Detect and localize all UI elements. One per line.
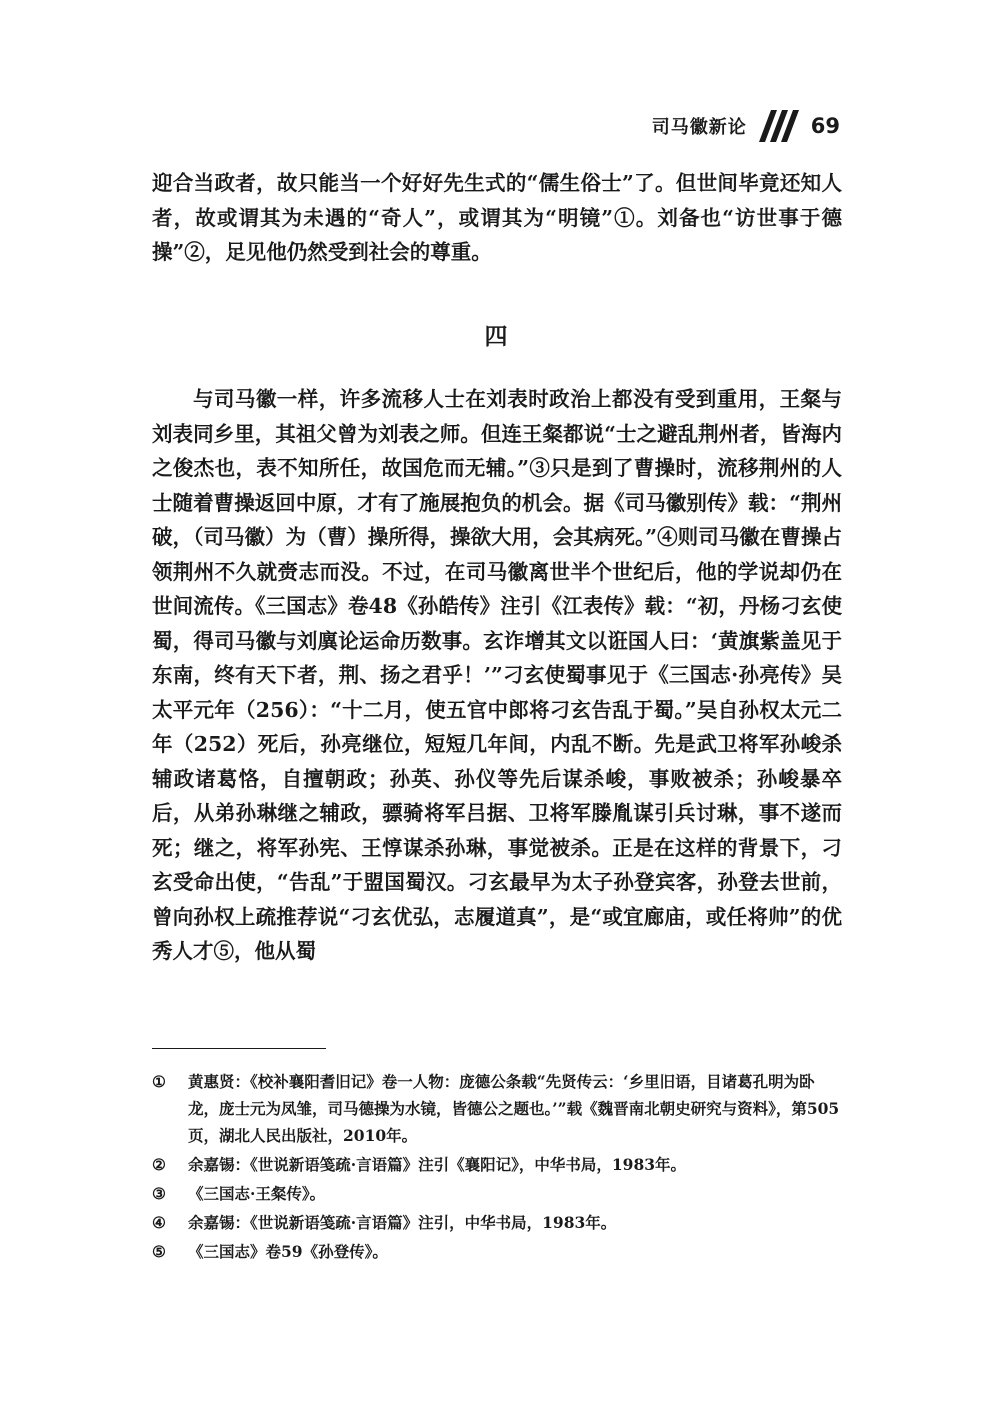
- footnote-text: 《三国志·王粲传》。: [188, 1184, 326, 1203]
- footnote-mark: ②: [152, 1155, 166, 1174]
- footnote-text: 《三国志》卷59《孙登传》。: [188, 1242, 388, 1261]
- footnote-item: [152, 1151, 842, 1178]
- footnote-text: 余嘉锡：《世说新语笺疏·言语篇》注引，中华书局，1983年。: [188, 1213, 617, 1232]
- footnote-item: [152, 1180, 842, 1207]
- slash-ornament-icon: [757, 108, 801, 144]
- footnote-text: 黄惠贤：《校补襄阳耆旧记》卷一人物：庞德公条载“先贤传云：‘乡里旧语，目诸葛孔明为卧龙，庞士元为凤雏，司马德操为水镜，皆德公之题也。’”载《魏晋南北朝史研究与资料》，第505页，湖北人民出版社，2010年。: [188, 1072, 840, 1145]
- paragraph-continued: 迎合当政者，故只能当一个好好先生式的“儒生俗士”了。但世间毕竟还知人者，故或谓其为未遇的“奇人”，或谓其为“明镜”①。刘备也“访世事于德操”②，足见他仍然受到社会的尊重。: [152, 171, 842, 264]
- footnote-mark: ④: [152, 1213, 166, 1232]
- page-number: 69: [810, 114, 840, 138]
- paragraph-main: 与司马徽一样，许多流移人士在刘表时政治上都没有受到重用，王粲与刘表同乡里，其祖父曾为刘表之师。但连王粲都说“士之避乱荆州者，皆海内之俊杰也，表不知所任，故国危而无辅。”③只是到了曹操时，流移荆州的人士随着曹操返回中原，才有了施展抱负的机会。据《司马徽别传》载：“荆州破，（司马徽）为（曹）操所得，操欲大用，会其病死。”④则司马徽在曹操占领荆州不久就赍志而没。不过，在司马徽离世半个世纪后，他的学说却仍在世间流传。《三国志》卷48《孙皓传》注引《江表传》载：“初，丹杨刁玄使蜀，得司马徽与刘廙论运命历数事。玄诈增其文以诳国人曰：‘黄旗紫盖见于东南，终有天下者，荆、扬之君乎！’”刁玄使蜀事见于《三国志·孙亮传》吴太平元年（256）：“十二月，使五官中郎将刁玄告乱于蜀。”吴自孙权太元二年（252）死后，孙亮继位，短短几年间，内乱不断。先是武卫将军孙峻杀辅政诸葛恪，自擅朝政；孙英、孙仪等先后谋杀峻，事败被杀；孙峻暴卒后，从弟孙琳继之辅政，骠骑将军吕据、卫将军滕胤谋引兵讨琳，事不遂而死；继之，将军孙宪、王惇谋杀孙琳，事觉被杀。正是在这样的背景下，刁玄受命出使，“告乱”于盟国蜀汉。刁玄最早为太子孙登宾客，孙登去世前，曾向孙权上疏推荐说“刁玄优弘，志履道真”，是“或宜廊庙，或任将帅”的优秀人才⑤，他从蜀: [152, 387, 842, 963]
- footnote-item: [152, 1209, 842, 1236]
- footnote-divider: [152, 1048, 326, 1049]
- footnotes: [152, 1068, 842, 1267]
- footnote-item: [152, 1238, 842, 1265]
- footnote-text: 余嘉锡：《世说新语笺疏·言语篇》注引《襄阳记》，中华书局，1983年。: [188, 1155, 687, 1174]
- footnote-mark: ⑤: [152, 1242, 166, 1261]
- section-heading: 四: [484, 324, 508, 350]
- running-head: [652, 108, 840, 144]
- running-title: 司马徽新论: [651, 117, 747, 138]
- footnote-item: [152, 1068, 842, 1149]
- footnote-mark: ③: [152, 1184, 166, 1203]
- footnote-mark: ①: [152, 1072, 166, 1091]
